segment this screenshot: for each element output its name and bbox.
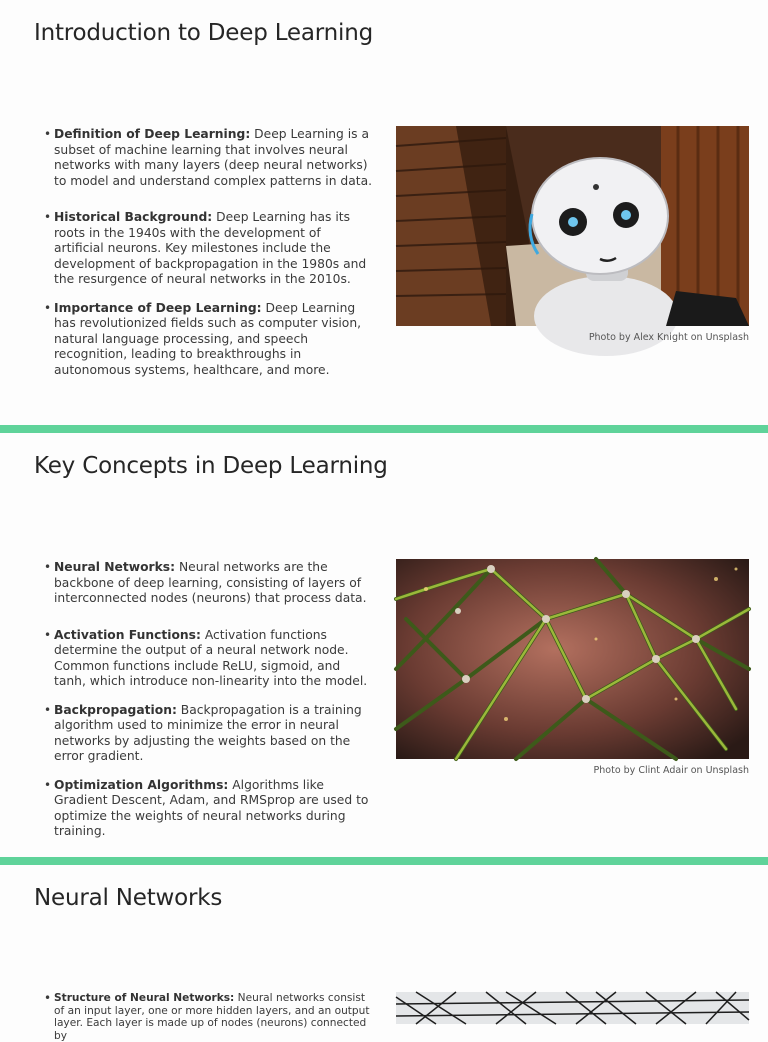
list-item [44, 560, 374, 607]
bullet-term: Definition of Deep Learning: [54, 127, 251, 141]
bullet-term: Neural Networks: [54, 560, 176, 574]
slide-introduction [0, 0, 768, 425]
bullet-list [44, 127, 374, 378]
bullet-text: Deep Learning has revolutionized fields such as computer vision, natural language processing, and speech recognition, leading to breakthroughs in autonomous systems, healthcare, and more. [54, 300, 362, 377]
slide-title: Neural Networks [34, 885, 223, 911]
slide-key-concepts [0, 433, 768, 858]
bullet-text: Deep Learning is a subset of machine learning that involves neural networks with many layers (deep neural networks) to model and understand complex patterns in data. [54, 127, 373, 188]
list-item [44, 301, 374, 379]
bullet-list [44, 560, 374, 840]
bullet-text: Neural networks consist of an input layer, one or more hidden layers, and an output layer. Each layer is made up of nodes (neurons) connected by [54, 992, 370, 1042]
section-divider [0, 857, 768, 865]
section-divider [0, 425, 768, 433]
list-item [44, 628, 374, 690]
photo-credit: Photo by Clint Adair on Unsplash [593, 765, 749, 776]
bullet-term: Importance of Deep Learning: [54, 300, 262, 315]
list-item [44, 992, 374, 1042]
bullet-text: Neural networks are the backbone of deep learning, consisting of layers of interconnected nodes (neurons) that process data. [54, 560, 367, 605]
rope-network-photo [396, 559, 749, 759]
bullet-text: Algorithms like Gradient Descent, Adam, and RMSprop are used to optimize the weights of neural networks during training. [54, 777, 369, 838]
slide-title: Key Concepts in Deep Learning [34, 453, 388, 479]
bullet-text: Activation functions determine the output of a neural network node. Common functions include ReLU, sigmoid, and tanh, which introduce non-linearity into the model. [54, 627, 368, 688]
wire-structure-photo [396, 992, 749, 1024]
slide-neural-networks [0, 865, 768, 1042]
bullet-term: Structure of Neural Networks: [54, 992, 235, 1004]
bullet-term: Historical Background: [54, 210, 213, 224]
list-item [44, 210, 374, 288]
list-item [44, 778, 374, 840]
photo-credit: Photo by Alex Knight on Unsplash [588, 332, 749, 343]
bullet-text: Backpropagation is a training algorithm used to minimize the error in neural networks by adjusting the weights based on the error gradient. [54, 702, 362, 763]
bullet-term: Activation Functions: [54, 627, 201, 642]
list-item [44, 703, 374, 765]
bullet-term: Optimization Algorithms: [54, 777, 229, 792]
robot-photo [396, 126, 749, 326]
bullet-term: Backpropagation: [54, 702, 177, 717]
list-item [44, 127, 374, 189]
slide-title: Introduction to Deep Learning [34, 20, 373, 46]
bullet-list [44, 992, 374, 1042]
bullet-text: Deep Learning has its roots in the 1940s with the development of artificial neurons. Key milestones include the development of backpropagation in the 1980s and the resurgence of neural networks in the 2010s. [54, 210, 367, 286]
